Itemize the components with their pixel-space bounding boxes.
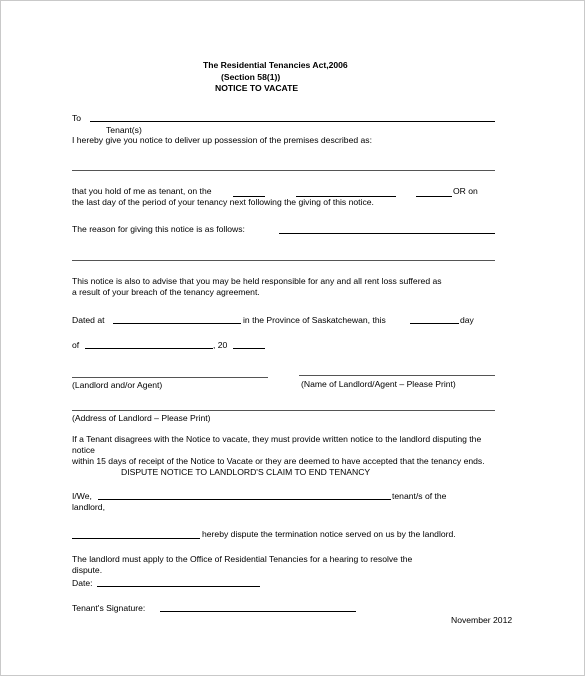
apply-text-1: The landlord must apply to the Office of Residential Tenancies for a hearing to resolve the — [72, 554, 413, 564]
dated-at-label: Dated at — [72, 315, 105, 325]
or-on-text: OR on — [453, 186, 478, 196]
dispute-intro-1: If a Tenant disagrees with the Notice to vacate, they must provide written notice to the landlord disputing the — [72, 434, 482, 444]
address-print-label: (Address of Landlord – Please Print) — [72, 413, 211, 423]
last-day-text: the last day of the period of your tenancy next following the giving of this notice. — [72, 197, 374, 207]
address-line[interactable] — [72, 410, 495, 411]
tenants-label: Tenant(s) — [106, 125, 142, 135]
dispute-date-line[interactable] — [72, 538, 200, 539]
landlord-name-line[interactable] — [299, 375, 495, 376]
give-notice-text: I hereby give you notice to deliver up possession of the premises described as: — [72, 135, 372, 145]
landlord-text: landlord, — [72, 502, 105, 512]
advise-text-1: This notice is also to advise that you may be held responsible for any and all rent loss suffered as — [72, 276, 442, 286]
day-label: day — [460, 315, 474, 325]
reason-line[interactable] — [279, 233, 495, 234]
dispute-date-field[interactable] — [97, 586, 260, 587]
to-label: To — [72, 113, 82, 123]
i-we-label: I/We, — [72, 491, 92, 501]
section-reference: (Section 58(1)) — [221, 72, 281, 82]
tenancy-date-line-3[interactable] — [416, 196, 452, 197]
reason-text: The reason for giving this notice is as follows: — [72, 224, 245, 234]
landlord-signature-line[interactable] — [72, 377, 268, 378]
name-print-label: (Name of Landlord/Agent – Please Print) — [301, 379, 456, 389]
tenants-of-the-text: tenant/s of the — [392, 491, 447, 501]
date-label: Date: — [72, 578, 93, 588]
notice-title: NOTICE TO VACATE — [215, 83, 299, 93]
hereby-dispute-text: hereby dispute the termination notice served on us by the landlord. — [202, 529, 456, 539]
month-line[interactable] — [85, 348, 213, 349]
tenant-names-line[interactable] — [98, 499, 391, 500]
dispute-intro-2: notice — [72, 445, 95, 455]
dated-at-line[interactable] — [113, 323, 241, 324]
act-title: The Residential Tenancies Act,2006 — [203, 60, 348, 70]
premises-line[interactable] — [72, 170, 495, 171]
reason-line-2[interactable] — [72, 260, 495, 261]
year-line[interactable] — [233, 348, 265, 349]
hold-as-tenant-text: that you hold of me as tenant, on the — [72, 186, 212, 196]
dispute-heading: DISPUTE NOTICE TO LANDLORD'S CLAIM TO END TENANCY — [121, 467, 371, 477]
of-label: of — [72, 340, 80, 350]
dispute-intro-3: within 15 days of receipt of the Notice to Vacate or they are deemed to have accepted that the tenancy ends. — [72, 456, 485, 466]
landlord-agent-label: (Landlord and/or Agent) — [72, 380, 163, 390]
tenant-name-line[interactable] — [90, 121, 495, 122]
advise-text-2: a result of your breach of the tenancy agreement. — [72, 287, 260, 297]
day-line[interactable] — [410, 323, 459, 324]
year-prefix: , 20 — [213, 340, 228, 350]
province-text: in the Province of Saskatchewan, this — [243, 315, 386, 325]
apply-text-2: dispute. — [72, 565, 103, 575]
tenant-signature-label: Tenant's Signature: — [72, 603, 146, 613]
footer-date: November 2012 — [451, 615, 513, 625]
tenant-signature-line[interactable] — [160, 611, 356, 612]
